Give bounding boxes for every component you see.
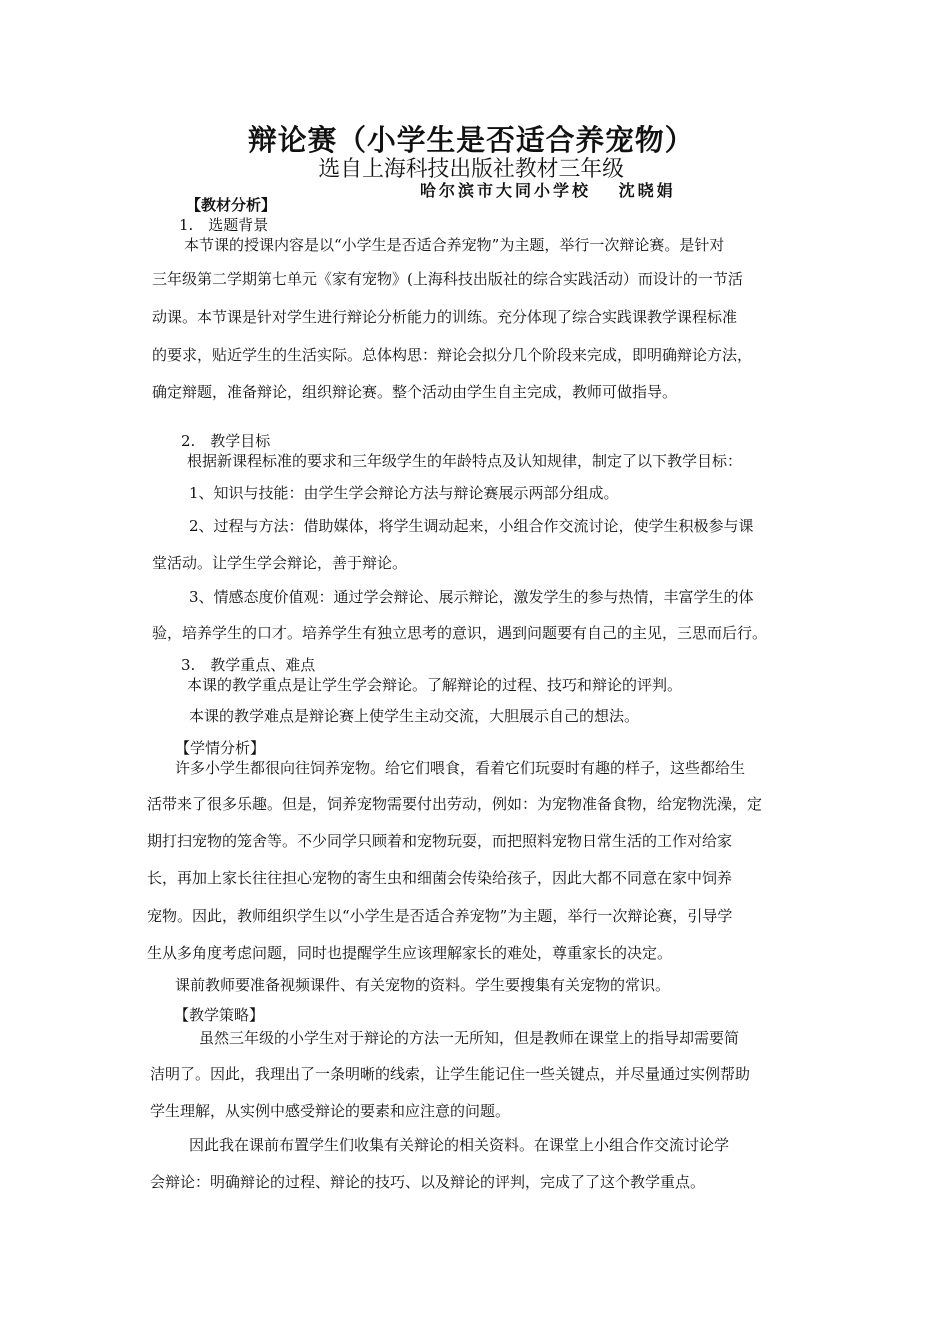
- paragraph-line: 许多小学生都很向往饲养宠物。给它们喂食，看着它们玩耍时有趣的样子，这些都给生: [175, 759, 746, 777]
- paragraph-line: 确定辩题，准备辩论，组织辩论赛。整个活动由学生自主完成，教师可做指导。: [152, 383, 678, 401]
- paragraph-line: 1、知识与技能：由学生学会辩论方法与辩论赛展示两部分组成。: [189, 484, 619, 502]
- paragraph-line: 会辩论：明确辩论的过程、辩论的技巧、以及辩论的评判，完成了了这个教学重点。: [150, 1173, 706, 1191]
- paragraph-line: 3、情感态度价值观：通过学会辩论、展示辩论，激发学生的参与热情，丰富学生的体: [189, 588, 754, 606]
- paragraph-line: 活带来了很多乐趣。但是，饲养宠物需要付出劳动，例如：为宠物准备食物，给宠物洗澡，定: [147, 795, 763, 813]
- subsection-key-points: 3. 教学重点、难点: [181, 656, 316, 674]
- subsection-topic-background: 1. 选题背景: [179, 216, 269, 234]
- author-line: 哈尔滨市大同小学校 沈晓娟: [420, 181, 676, 200]
- paragraph-line: 2、过程与方法：借助媒体，将学生调动起来，小组合作交流讨论，使学生积极参与课: [189, 517, 754, 535]
- section-heading-student-analysis: 【学情分析】: [175, 739, 266, 757]
- section-heading-teaching-strategy: 【教学策略】: [174, 1006, 265, 1024]
- paragraph-line: 三年级第二学期第七单元《家有宠物》(上海科技出版社的综合实践活动）而设计的一节活: [152, 270, 743, 288]
- paragraph-line: 本课的教学重点是让学生学会辩论。了解辩论的过程、技巧和辩论的评判。: [187, 676, 683, 694]
- document-title: 辩论赛（小学生是否适合养宠物）: [247, 123, 695, 157]
- paragraph-line: 课前教师要准备视频课件、有关宠物的资料。学生要搜集有关宠物的常识。: [175, 976, 671, 994]
- paragraph-line: 生从多角度考虑问题，同时也提醒学生应该理解家长的难处，尊重家长的决定。: [147, 944, 673, 962]
- paragraph-line: 验，培养学生的口才。培养学生有独立思考的意识，遇到问题要有自己的主见，三思而后行。: [152, 624, 768, 642]
- paragraph-line: 长，再加上家长往往担心宠物的寄生虫和细菌会传染给孩子，因此大都不同意在家中饲养: [147, 869, 733, 887]
- paragraph-line: 根据新课程标准的要求和三年级学生的年龄特点及认知规律，制定了以下教学目标：: [187, 452, 743, 470]
- paragraph-line: 的要求，贴近学生的生活实际。总体构思：辩论会拟分几个阶段来完成，即明确辩论方法，: [152, 346, 753, 364]
- paragraph-line: 学生理解，从实例中感受辩论的要素和应注意的问题。: [150, 1102, 511, 1120]
- document-subtitle: 选自上海科技出版社教材三年级: [318, 157, 624, 182]
- paragraph-line: 本节课的授课内容是以“小学生是否适合养宠物”为主题，举行一次辩论赛。是针对: [184, 236, 725, 254]
- paragraph-line: 期打扫宠物的笼舍等。不少同学只顾着和宠物玩耍，而把照料宠物日常生活的工作对给家: [147, 832, 733, 850]
- paragraph-line: 洁明了。因此，我理出了一条明晰的线索，让学生能记住一些关键点，并尽量通过实例帮助: [150, 1065, 751, 1083]
- paragraph-line: 堂活动。让学生学会辩论，善于辩论。: [152, 554, 408, 572]
- paragraph-line: 宠物。因此，教师组织学生以“小学生是否适合养宠物”为主题，举行一次辩论赛，引导学: [147, 907, 733, 925]
- paragraph-line: 本课的教学难点是辩论赛上使学生主动交流，大胆展示自己的想法。: [189, 707, 640, 725]
- paragraph-line: 因此我在课前布置学生们收集有关辩论的相关资料。在课堂上小组合作交流讨论学: [189, 1136, 730, 1154]
- subsection-teaching-goals: 2. 教学目标: [181, 432, 271, 450]
- paragraph-line: 动课。本节课是针对学生进行辩论分析能力的训练。充分体现了综合实践课教学课程标准: [152, 308, 738, 326]
- section-heading-textbook-analysis: 【教材分析】: [186, 196, 277, 214]
- paragraph-line: 虽然三年级的小学生对于辩论的方法一无所知，但是教师在课堂上的指导却需要简: [199, 1029, 740, 1047]
